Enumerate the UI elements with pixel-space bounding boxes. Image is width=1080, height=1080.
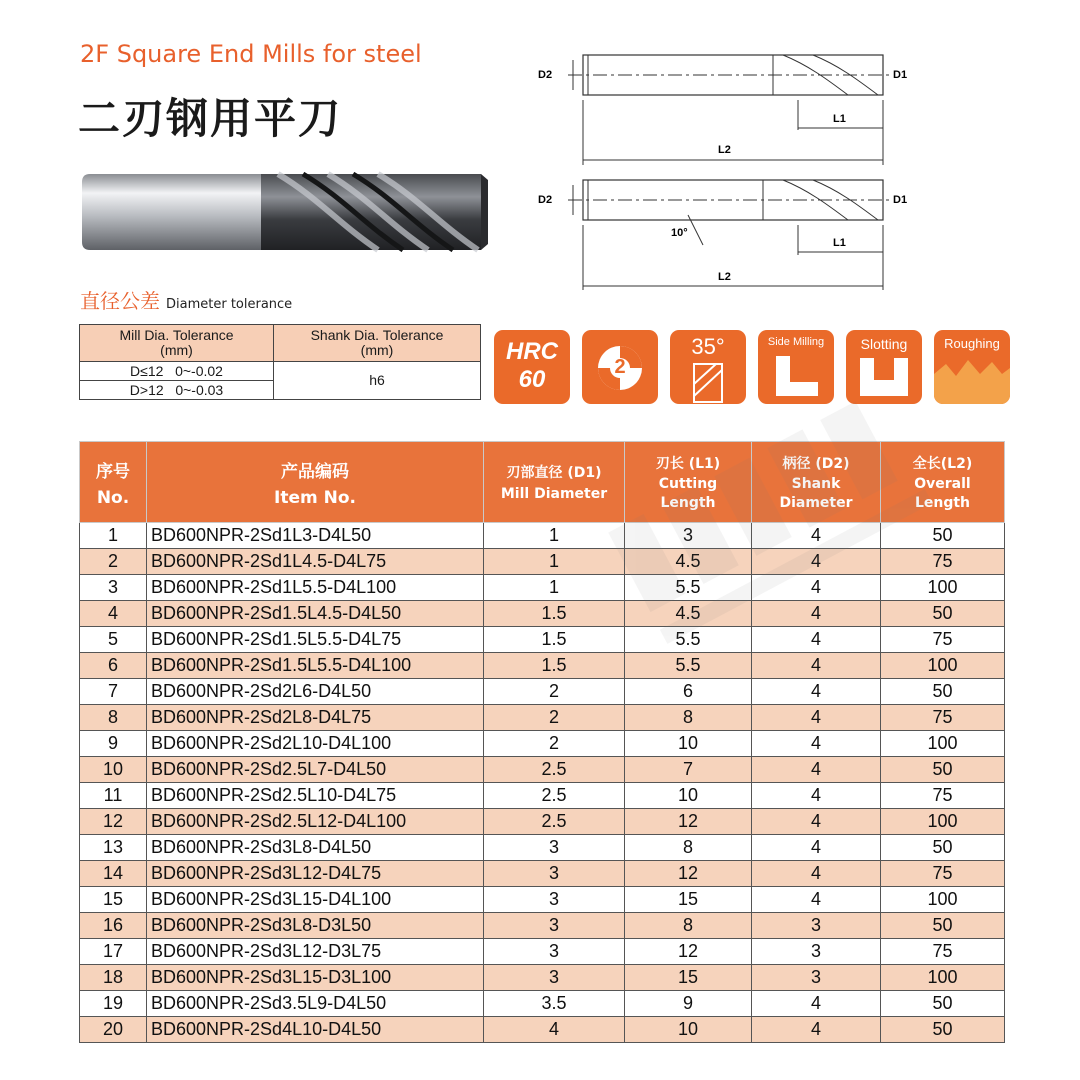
tolerance-table: [79, 324, 481, 400]
cell-no: 10: [80, 757, 147, 783]
side-milling-label: Side Milling: [767, 336, 825, 348]
cell-d2: 3: [752, 939, 881, 965]
cell-l1: 12: [625, 809, 752, 835]
cell-d1: 2.5: [484, 783, 625, 809]
col-item-cn: 产品编码: [281, 461, 349, 482]
title-english: 2F Square End Mills for steel: [80, 40, 422, 68]
cell-no: 12: [80, 809, 147, 835]
cell-d1: 1: [484, 523, 625, 549]
cell-d2: 4: [752, 991, 881, 1017]
table-row: [80, 653, 1005, 679]
table-row: [80, 549, 1005, 575]
cell-item: BD600NPR-2Sd3.5L9-D4L50: [147, 991, 484, 1017]
cell-d2: 4: [752, 679, 881, 705]
label-l2-top: L2: [718, 144, 731, 156]
col-l2-en2: Length: [914, 495, 971, 511]
tol-header-mill: [80, 325, 274, 362]
cell-item: BD600NPR-2Sd2.5L7-D4L50: [147, 757, 484, 783]
cell-d2: 3: [752, 965, 881, 991]
cell-item: BD600NPR-2Sd4L10-D4L50: [147, 1017, 484, 1043]
col-d2: [752, 442, 881, 523]
flutes-value: 2: [614, 356, 626, 378]
hrc-label: HRC: [506, 338, 558, 365]
title-chinese: 二刃钢用平刀: [78, 94, 343, 143]
col-no-cn: 序号: [96, 461, 130, 482]
label-l1-bottom: L1: [833, 237, 846, 249]
cell-l1: 4.5: [625, 549, 752, 575]
col-l1-en1: Cutting: [658, 476, 718, 492]
cell-d2: 4: [752, 705, 881, 731]
cell-l2: 100: [881, 653, 1005, 679]
cell-no: 14: [80, 861, 147, 887]
cell-d1: 3: [484, 861, 625, 887]
label-d2-bottom: D2: [538, 194, 553, 206]
tol-shank-value: h6: [274, 362, 481, 400]
tol-row-2: D>12 0~-0.03: [80, 381, 274, 400]
cell-d1: 3: [484, 887, 625, 913]
table-row: [80, 887, 1005, 913]
cell-item: BD600NPR-2Sd1L3-D4L50: [147, 523, 484, 549]
col-l1-en2: Length: [660, 495, 716, 511]
hrc-value: 60: [518, 366, 546, 393]
cell-no: 8: [80, 705, 147, 731]
roughing-glyph: [934, 330, 1010, 404]
side-milling-icon: [758, 330, 834, 404]
col-d2-en2: Diameter: [779, 495, 853, 511]
flutes-icon: [582, 330, 658, 404]
cell-d2: 4: [752, 861, 881, 887]
cell-l1: 5.5: [625, 575, 752, 601]
tol-header-mill-label: Mill Dia. Tolerance: [119, 327, 234, 343]
cell-l1: 4.5: [625, 601, 752, 627]
cell-no: 19: [80, 991, 147, 1017]
cell-no: 6: [80, 653, 147, 679]
cell-no: 9: [80, 731, 147, 757]
cell-no: 16: [80, 913, 147, 939]
cell-d1: 3: [484, 965, 625, 991]
cell-item: BD600NPR-2Sd3L15-D3L100: [147, 965, 484, 991]
cell-d1: 1: [484, 549, 625, 575]
cell-d1: 2: [484, 679, 625, 705]
label-angle: 10°: [671, 227, 688, 239]
cell-l2: 50: [881, 991, 1005, 1017]
col-d1-cn: 刃部直径 (D1): [506, 465, 602, 481]
col-l1: [625, 442, 752, 523]
cell-d1: 1.5: [484, 653, 625, 679]
table-row: [80, 835, 1005, 861]
cell-l2: 50: [881, 757, 1005, 783]
col-item: [147, 442, 484, 523]
cell-d1: 2.5: [484, 757, 625, 783]
cell-l1: 12: [625, 861, 752, 887]
cell-no: 2: [80, 549, 147, 575]
tol-header-shank-label: Shank Dia. Tolerance: [310, 327, 444, 343]
table-row: [80, 939, 1005, 965]
cell-l1: 15: [625, 965, 752, 991]
cell-no: 4: [80, 601, 147, 627]
cell-l2: 75: [881, 861, 1005, 887]
cell-d2: 4: [752, 835, 881, 861]
cell-d1: 3.5: [484, 991, 625, 1017]
cell-l2: 75: [881, 783, 1005, 809]
table-row: [80, 679, 1005, 705]
slotting-label: Slotting: [860, 336, 908, 352]
table-row: [80, 731, 1005, 757]
label-l2-bottom: L2: [718, 271, 731, 283]
cell-l2: 50: [881, 523, 1005, 549]
cell-d1: 1.5: [484, 627, 625, 653]
cell-l2: 100: [881, 731, 1005, 757]
roughing-label: Roughing: [944, 336, 1000, 351]
cell-d1: 3: [484, 835, 625, 861]
cell-l2: 75: [881, 627, 1005, 653]
roughing-icon: [934, 330, 1010, 404]
cell-l2: 75: [881, 549, 1005, 575]
cell-l2: 50: [881, 835, 1005, 861]
label-d1-bottom: D1: [893, 194, 908, 206]
cell-d2: 4: [752, 601, 881, 627]
cell-l1: 5.5: [625, 653, 752, 679]
cell-d2: 4: [752, 757, 881, 783]
cell-item: BD600NPR-2Sd2L6-D4L50: [147, 679, 484, 705]
feature-icons: [494, 330, 1014, 406]
table-row: [80, 523, 1005, 549]
cell-item: BD600NPR-2Sd2L8-D4L75: [147, 705, 484, 731]
tol-header-mill-unit: (mm): [160, 342, 193, 358]
cell-d2: 4: [752, 887, 881, 913]
cell-item: BD600NPR-2Sd1L5.5-D4L100: [147, 575, 484, 601]
cell-l1: 15: [625, 887, 752, 913]
col-d2-cn: 柄径 (D2): [782, 456, 850, 472]
cell-d1: 3: [484, 913, 625, 939]
cell-item: BD600NPR-2Sd2L10-D4L100: [147, 731, 484, 757]
cell-l2: 50: [881, 1017, 1005, 1043]
cell-l1: 7: [625, 757, 752, 783]
cell-l1: 3: [625, 523, 752, 549]
cell-no: 20: [80, 1017, 147, 1043]
table-row: [80, 601, 1005, 627]
cell-d1: 1: [484, 575, 625, 601]
label-d2-top: D2: [538, 69, 553, 81]
end-mill-photo: [78, 168, 498, 256]
table-row: [80, 627, 1005, 653]
cell-item: BD600NPR-2Sd1.5L5.5-D4L75: [147, 627, 484, 653]
cell-l2: 100: [881, 575, 1005, 601]
col-no: [80, 442, 147, 523]
cell-l1: 8: [625, 705, 752, 731]
helix-icon: [670, 330, 746, 404]
cell-d2: 4: [752, 627, 881, 653]
cell-d1: 1.5: [484, 601, 625, 627]
cell-d2: 4: [752, 653, 881, 679]
helix-value: 35°: [691, 334, 725, 359]
label-l1-top: L1: [833, 113, 846, 125]
cell-item: BD600NPR-2Sd3L12-D4L75: [147, 861, 484, 887]
cell-item: BD600NPR-2Sd3L12-D3L75: [147, 939, 484, 965]
col-item-en: Item No.: [274, 487, 356, 508]
cell-no: 5: [80, 627, 147, 653]
slotting-icon: [846, 330, 922, 404]
cell-item: BD600NPR-2Sd1.5L5.5-D4L100: [147, 653, 484, 679]
table-row: [80, 913, 1005, 939]
cell-l2: 100: [881, 809, 1005, 835]
cell-item: BD600NPR-2Sd1L4.5-D4L75: [147, 549, 484, 575]
dimension-diagram: [528, 40, 908, 300]
cell-d2: 4: [752, 1017, 881, 1043]
cell-no: 11: [80, 783, 147, 809]
cell-l1: 10: [625, 783, 752, 809]
cell-l1: 10: [625, 731, 752, 757]
cell-d2: 4: [752, 575, 881, 601]
side-milling-glyph: [758, 330, 834, 404]
cell-l1: 5.5: [625, 627, 752, 653]
cell-l2: 75: [881, 705, 1005, 731]
col-l2-en1: Overall: [914, 476, 971, 492]
cell-item: BD600NPR-2Sd2.5L12-D4L100: [147, 809, 484, 835]
cell-l2: 50: [881, 601, 1005, 627]
cell-item: BD600NPR-2Sd3L15-D4L100: [147, 887, 484, 913]
cell-l1: 9: [625, 991, 752, 1017]
table-row: [80, 861, 1005, 887]
cell-l1: 12: [625, 939, 752, 965]
cell-item: BD600NPR-2Sd1.5L4.5-D4L50: [147, 601, 484, 627]
cell-l2: 100: [881, 887, 1005, 913]
tolerance-heading-en: Diameter tolerance: [166, 297, 293, 312]
cell-d1: 2: [484, 705, 625, 731]
table-row: [80, 757, 1005, 783]
cell-l2: 75: [881, 939, 1005, 965]
cell-d1: 4: [484, 1017, 625, 1043]
col-d1: [484, 442, 625, 523]
label-d1-top: D1: [893, 69, 908, 81]
tol-header-shank-unit: (mm): [360, 342, 394, 358]
col-l2-cn: 全长(L2): [912, 456, 973, 472]
table-row: [80, 575, 1005, 601]
cell-l2: 100: [881, 965, 1005, 991]
cell-d1: 3: [484, 939, 625, 965]
table-row: [80, 705, 1005, 731]
col-d1-en: Mill Diameter: [500, 486, 608, 502]
cell-no: 15: [80, 887, 147, 913]
cell-d2: 4: [752, 523, 881, 549]
tol-header-shank: [274, 325, 481, 362]
hrc-icon: [494, 330, 570, 404]
cell-d1: 2: [484, 731, 625, 757]
cell-l2: 50: [881, 679, 1005, 705]
tolerance-heading-cn: 直径公差: [80, 289, 160, 313]
cell-d2: 4: [752, 549, 881, 575]
cell-l1: 8: [625, 835, 752, 861]
cell-no: 18: [80, 965, 147, 991]
col-l2: [881, 442, 1005, 523]
cell-d1: 2.5: [484, 809, 625, 835]
table-row: [80, 783, 1005, 809]
col-l1-cn: 刃长 (L1): [655, 456, 721, 472]
table-row: [80, 1017, 1005, 1043]
product-table: [79, 441, 1005, 1043]
cell-item: BD600NPR-2Sd2.5L10-D4L75: [147, 783, 484, 809]
cell-no: 7: [80, 679, 147, 705]
cell-l1: 6: [625, 679, 752, 705]
col-no-en: No.: [96, 487, 130, 508]
cell-no: 13: [80, 835, 147, 861]
cell-d2: 4: [752, 731, 881, 757]
slotting-glyph: [846, 330, 922, 404]
table-row: [80, 809, 1005, 835]
cell-l1: 8: [625, 913, 752, 939]
product-table-body: [80, 523, 1005, 1043]
tolerance-heading: [80, 285, 292, 314]
helix-glyph: [670, 330, 746, 404]
cell-no: 1: [80, 523, 147, 549]
cell-item: BD600NPR-2Sd3L8-D3L50: [147, 913, 484, 939]
cell-d2: 4: [752, 809, 881, 835]
cell-item: BD600NPR-2Sd3L8-D4L50: [147, 835, 484, 861]
tol-row-1: D≤12 0~-0.02: [80, 362, 274, 381]
table-row: [80, 965, 1005, 991]
cell-no: 3: [80, 575, 147, 601]
cell-l1: 10: [625, 1017, 752, 1043]
col-d2-en1: Shank: [791, 476, 841, 492]
product-table-header: [80, 442, 1005, 523]
cell-d2: 3: [752, 913, 881, 939]
cell-d2: 4: [752, 783, 881, 809]
cell-no: 17: [80, 939, 147, 965]
cell-l2: 50: [881, 913, 1005, 939]
table-row: [80, 991, 1005, 1017]
